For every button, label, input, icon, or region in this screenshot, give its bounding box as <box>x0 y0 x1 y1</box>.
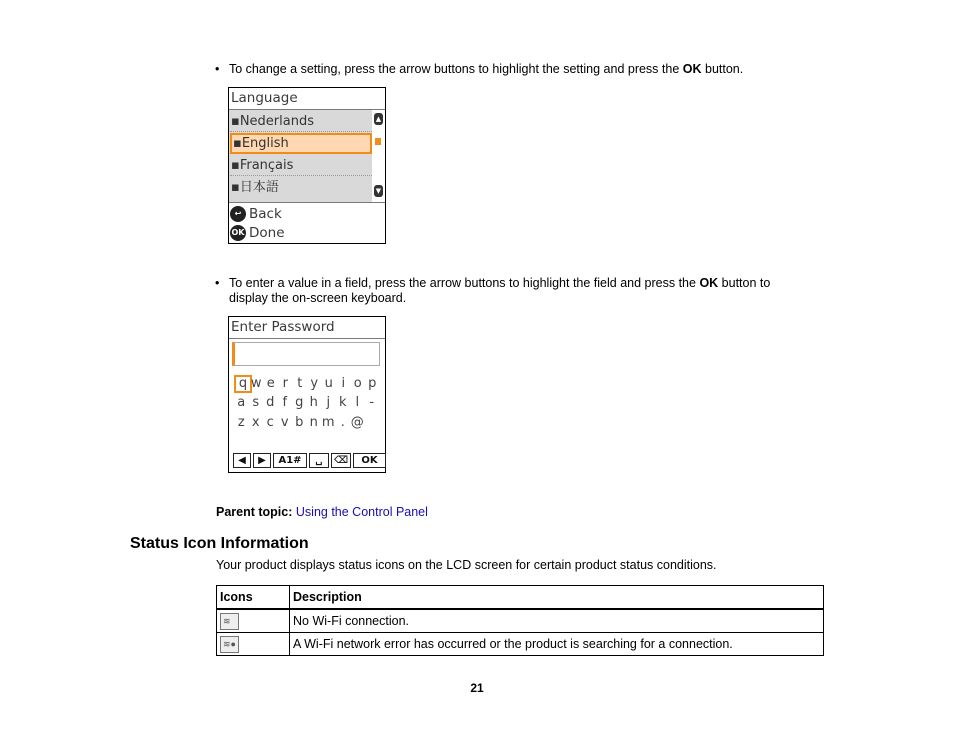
key[interactable]: r <box>282 376 288 391</box>
key[interactable]: l <box>355 395 360 410</box>
key[interactable]: o <box>353 376 362 391</box>
key[interactable]: w <box>250 376 262 391</box>
key[interactable]: u <box>324 376 333 391</box>
divider <box>229 202 385 203</box>
lcd-language-screen <box>228 87 386 244</box>
key[interactable]: d <box>266 395 275 410</box>
key[interactable]: i <box>341 376 346 391</box>
table-row <box>217 609 824 633</box>
language-item-japanese[interactable]: ▪日本語 <box>231 180 279 195</box>
delete-button[interactable]: ⌫ <box>331 453 351 468</box>
language-list <box>229 110 372 202</box>
wifi-error-icon: ≋● <box>220 636 239 653</box>
lcd-password-screen <box>228 316 386 473</box>
page-number: 21 <box>470 681 484 695</box>
ok-icon: OK <box>230 225 246 241</box>
language-item-francais[interactable]: ▪Français <box>230 155 372 176</box>
key[interactable]: p <box>368 376 377 391</box>
section-intro: Your product displays status icons on the LCD screen for certain product status conditions. <box>216 558 717 572</box>
key[interactable]: t <box>297 376 303 391</box>
bullet-text-end: button to <box>718 276 771 290</box>
key[interactable]: j <box>326 395 331 410</box>
scrollbar[interactable] <box>372 110 384 202</box>
parent-topic-label: Parent topic: <box>216 505 293 519</box>
keyboard-row-1 <box>234 375 380 393</box>
icon-cell <box>217 609 290 633</box>
keyboard-ok-button[interactable]: OK <box>353 453 386 468</box>
key[interactable]: e <box>266 376 275 391</box>
language-item-nederlands[interactable]: ▪Nederlands <box>230 111 372 132</box>
keyboard-toolbar <box>233 453 386 468</box>
section-heading: Status Icon Information <box>130 535 309 552</box>
key[interactable]: f <box>282 395 288 410</box>
mode-button[interactable]: A1# <box>273 453 307 468</box>
key[interactable]: x <box>251 415 260 430</box>
lcd-title: Language <box>231 90 298 106</box>
scroll-down-icon[interactable]: ▼ <box>375 187 382 195</box>
keyboard-row-3 <box>234 415 365 430</box>
bullet-text: To enter a value in a field, press the arrow buttons to highlight the field and press the <box>229 276 700 290</box>
done-label: Done <box>249 225 285 241</box>
space-button[interactable]: ␣ <box>309 453 329 468</box>
password-input[interactable] <box>232 342 380 366</box>
bullet-text-end: button. <box>701 62 744 76</box>
scroll-up-icon[interactable]: ▲ <box>375 115 382 123</box>
bullet-dot: • <box>215 276 220 290</box>
parent-topic <box>216 505 428 519</box>
scroll-thumb[interactable] <box>375 138 381 145</box>
description-cell: No Wi-Fi connection. <box>290 609 824 633</box>
keyboard-row-2 <box>234 395 379 410</box>
key[interactable]: k <box>338 395 347 410</box>
header-icons: Icons <box>217 586 290 610</box>
ok-bold: OK <box>682 62 702 76</box>
done-action[interactable] <box>230 224 285 242</box>
key[interactable]: h <box>309 395 318 410</box>
header-description: Description <box>290 586 824 610</box>
lcd-title: Enter Password <box>231 319 335 335</box>
key[interactable]: g <box>295 395 304 410</box>
divider <box>229 338 385 339</box>
key[interactable]: s <box>252 395 260 410</box>
key[interactable]: m <box>321 415 335 430</box>
key[interactable]: a <box>237 395 246 410</box>
cursor-left-button[interactable]: ◀ <box>233 453 251 468</box>
key[interactable]: b <box>295 415 304 430</box>
ok-bold: OK <box>699 276 719 290</box>
key[interactable]: q <box>234 375 252 393</box>
table-header-row <box>217 586 824 610</box>
bullet-text: To change a setting, press the arrow buttons to highlight the setting and press the <box>229 62 683 76</box>
key[interactable]: . <box>340 415 345 430</box>
back-action[interactable] <box>230 205 282 223</box>
key[interactable]: y <box>310 376 319 391</box>
key[interactable]: @ <box>350 415 364 430</box>
wifi-off-icon: ≋ <box>220 613 239 630</box>
key[interactable]: c <box>266 415 274 430</box>
bullet-text-line2: display the on-screen keyboard. <box>229 291 407 305</box>
status-icon-table <box>216 585 824 656</box>
description-cell: A Wi-Fi network error has occurred or the product is searching for a connection. <box>290 633 824 656</box>
parent-topic-link[interactable]: Using the Control Panel <box>295 505 428 519</box>
bullet-dot: • <box>215 62 220 76</box>
icon-cell <box>217 633 290 656</box>
key[interactable]: n <box>309 415 318 430</box>
language-item-english[interactable]: ▪English <box>230 133 372 154</box>
back-label: Back <box>249 206 282 222</box>
key[interactable]: - <box>369 395 375 410</box>
key[interactable]: v <box>280 415 289 430</box>
key[interactable]: z <box>237 415 245 430</box>
cursor-right-button[interactable]: ▶ <box>253 453 271 468</box>
back-arrow-icon: ↩ <box>230 206 246 222</box>
table-row <box>217 633 824 656</box>
